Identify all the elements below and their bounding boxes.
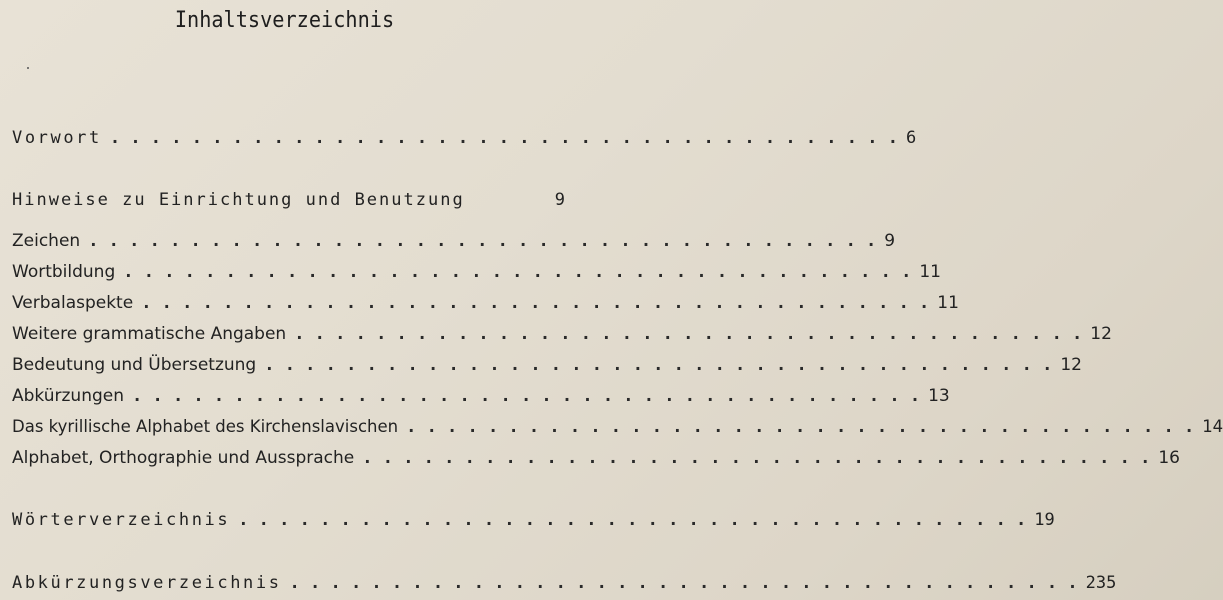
toc-entry-page: 12 (1090, 324, 1112, 344)
toc-entry-label: Hinweise zu Einrichtung und Benutzung (12, 190, 465, 210)
toc-entry-page: 13 (928, 386, 950, 406)
dot-leader: . . . . . . . . . . . . . . . . . . . . . . . . . . . . . . . . . . . . . . . (109, 128, 898, 148)
toc-entry-page: 9 (884, 231, 896, 251)
toc-entry-vorwort (12, 128, 917, 148)
toc-entry-page: 11 (937, 293, 959, 313)
toc-entry-label: Abkürzungen (12, 386, 125, 406)
toc-entry-label: Wörterverzeichnis (12, 510, 231, 530)
toc-entry-grammatische-angaben (12, 324, 1112, 344)
dot-leader: . . . . . . . . . . . . . . . . . . . . . . . . . . . . . . . . . . . . . . . (123, 262, 912, 282)
toc-entry-label: Vorwort (12, 128, 102, 148)
toc-entry-page: 16 (1158, 448, 1180, 468)
toc-entry-bedeutung (12, 355, 1082, 375)
dot-leader: . . . . . . . . . . . . . . . . . . . . . . . . . . . . . . . . . . . . . . . (238, 510, 1027, 530)
toc-entry-verbalaspekte (12, 293, 959, 313)
toc-entry-page: 235 (1085, 573, 1117, 593)
dot-leader: . . . . . . . . . . . . . . . . . . . . . . . . . . . . . . . . . . . . . . . (141, 293, 930, 313)
toc-entry-label: Zeichen (12, 231, 81, 251)
toc-entry-orthographie (12, 448, 1180, 468)
toc-entry-label: Abkürzungsverzeichnis (12, 573, 282, 593)
paper-speck (27, 67, 29, 69)
dot-leader: . . . . . . . . . . . . . . . . . . . . . . . . . . . . . . . . . . . . . . . (289, 573, 1078, 593)
toc-entry-page: 19 (1034, 510, 1055, 530)
dot-leader: . . . . . . . . . . . . . . . . . . . . . . . . . . . . . . . . . . . . . . . (294, 324, 1083, 344)
toc-entry-page: 14 (1202, 417, 1223, 436)
toc-entry-page: 12 (1060, 355, 1082, 375)
dot-leader: . . . . . . . . . . . . . . . . . . . . . . . . . . . . . . . . . . . . . . . (88, 231, 877, 251)
page-title: Inhaltsverzeichnis (174, 8, 395, 33)
toc-entry-label: Alphabet, Orthographie und Aussprache (12, 448, 355, 468)
toc-entry-woerterverzeichnis (12, 510, 1055, 530)
dot-leader: . . . . . . . . . . . . . . . . . . . . . . . . . . . . . . . . . . . . . . . (264, 355, 1053, 375)
toc-entry-zeichen (12, 231, 896, 251)
dot-leader: . . . . . . . . . . . . . . . . . . . . . . . . . . . . . . . . . . . . . . . (132, 386, 921, 406)
toc-entry-kyrillisches-alphabet (12, 417, 1223, 437)
toc-entry-wortbildung (12, 262, 941, 282)
dot-leader: . . . . . . . . . . . . . . . . . . . . . . . . . . . . . . . . . . . . . . . (406, 417, 1195, 437)
toc-entry-label: Wortbildung (12, 262, 116, 282)
toc-entry-hinweise (12, 190, 565, 210)
toc-entry-abkuerzungen (12, 386, 950, 406)
toc-entry-label: Verbalaspekte (12, 293, 134, 313)
toc-entry-label: Weitere grammatische Angaben (12, 324, 287, 344)
toc-entry-page: 6 (905, 128, 917, 148)
dot-leader: . . . . . . . . . . . . . . . . . . . . . . . . . . . . . . . . . . . . . . . (362, 448, 1151, 468)
toc-entry-page: 11 (919, 262, 941, 282)
toc-entry-label: Das kyrillische Alphabet des Kirchenslavischen (12, 417, 399, 436)
toc-entry-page: 9 (554, 190, 565, 210)
toc-entry-label: Bedeutung und Übersetzung (12, 355, 257, 375)
toc-entry-abkuerzungsverzeichnis (12, 573, 1117, 593)
